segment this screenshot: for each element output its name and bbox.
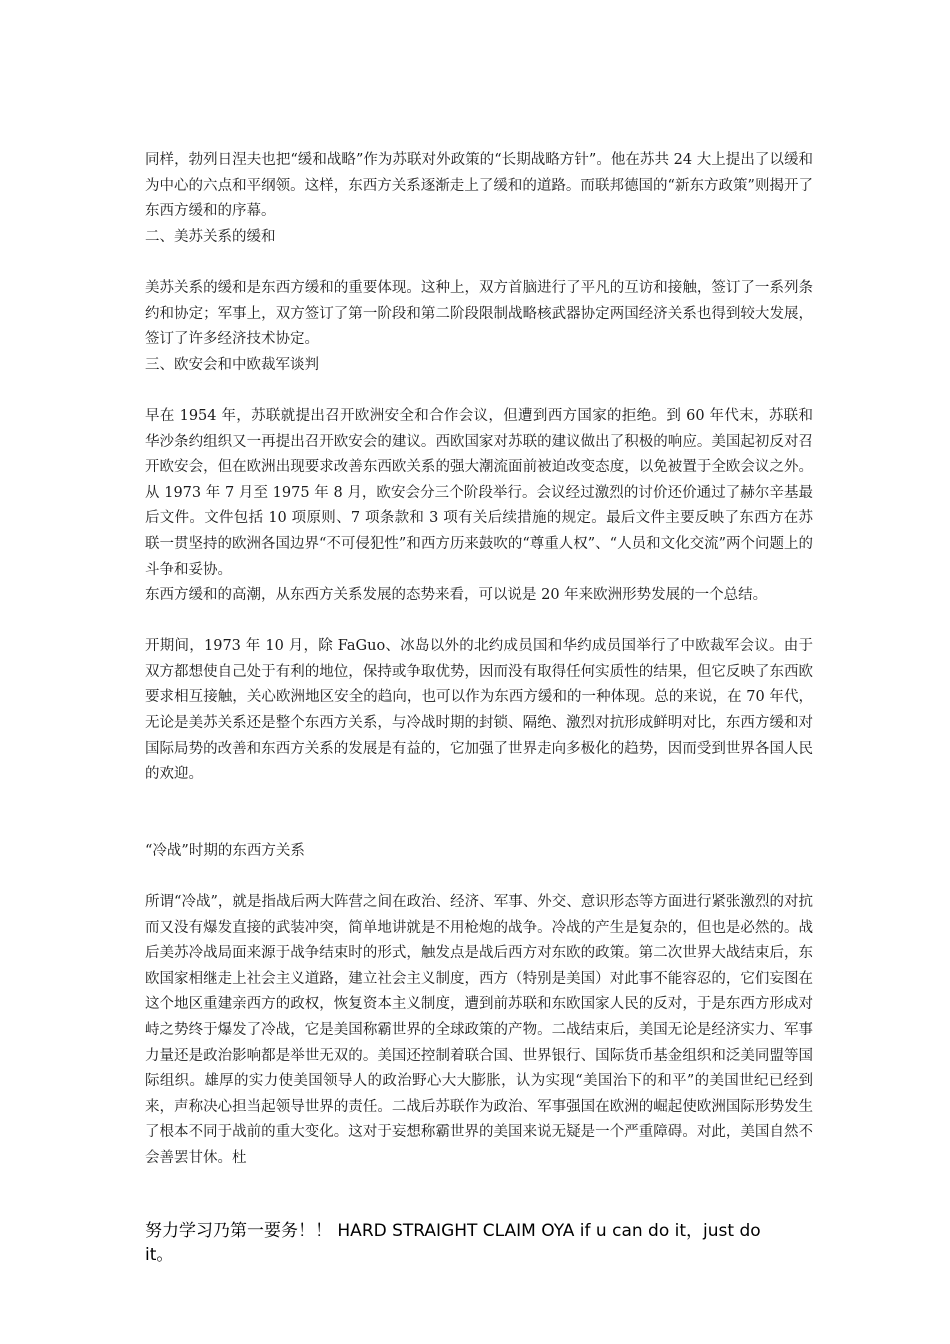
blank-line xyxy=(145,609,813,635)
blank-line xyxy=(145,788,813,839)
section-heading: 二、美苏关系的缓和 xyxy=(145,228,276,245)
blank-line xyxy=(145,378,813,404)
body-paragraph: 开期间，1973 年 10 月，除 FaGuo、冰岛以外的北约成员国和华约成员国举行了中欧裁军会议。由于双方都想使自己处于有利的地位，保持或争取优势，因而没有取得任何实质性的结果，但它反映了东西欧要求相互接触，关心欧洲地区安全的趋向，也可以作为东西方缓和的一种体现。总的来说，在 70 年代，无论是美苏关系还是整个东西方关系，与冷战时期的封锁、隔绝、激烈对抗形成鲜明对比，东西方缓和对国际局势的改善和东西方关系的发展是有益的，它加强了世界走向多极化的趋势，因而受到世界各国人民的欢迎。 xyxy=(145,638,813,783)
blank-line xyxy=(145,864,813,890)
body-paragraph: 美苏关系的缓和是东西方缓和的重要体现。这种上，双方首脑进行了平凡的互访和接触，签订了一系列条约和协定；军事上，双方签订了第一阶段和第二阶段限制战略核武器协定两国经济关系也得到较大发展，签订了许多经济技术协定。 xyxy=(145,279,813,348)
body-paragraph: 东西方缓和的高潮，从东西方关系发展的态势来看，可以说是 20 年来欧洲形势发展的一个总结。 xyxy=(145,587,768,604)
article-title: “冷战”时期的东西方关系 xyxy=(145,842,305,859)
blank-line xyxy=(145,250,813,276)
body-paragraph: 早在 1954 年，苏联就提出召开欧洲安全和合作会议，但遭到西方国家的拒绝。到 60 年代末，苏联和华沙条约组织又一再提出召开欧安会的建议。西欧国家对苏联的建议做出了积极的响应。美国起初反对召开欧安会，但在欧洲出现要求改善东西欧关系的强大潮流面前被迫改变态度，以免被置于全欧会议之外。从 1973 年 7 月至 1975 年 8 月，欧安会分三个阶段举行。会议经过激烈的讨价还价通过了赫尔辛基最后文件。文件包括 10 项原则、7 项条款和 3 项有关后续措施的规定。最后文件主要反映了东西方在苏联一贯坚持的欧洲各国边界“不可侵犯性”和西方历来鼓吹的“尊重人权”、“人员和文化交流”两个问题上的斗争和妥协。 xyxy=(145,407,813,578)
document-body xyxy=(145,148,813,1172)
section-heading: 三、欧安会和中欧裁军谈判 xyxy=(145,356,319,373)
page-footer: 努力学习乃第一要务！！ HARD STRAIGHT CLAIM OYA if u can do it，just do it。 xyxy=(145,1221,761,1265)
body-paragraph: 同样，勃列日涅夫也把“缓和战略”作为苏联对外政策的“长期战略方针”。他在苏共 24 大上提出了以缓和为中心的六点和平纲领。这样，东西方关系逐渐走上了缓和的道路。而联邦德国的“新东方政策”则揭开了东西方缓和的序幕。 xyxy=(145,152,813,220)
body-paragraph: 所谓“冷战”，就是指战后两大阵营之间在政治、经济、军事、外交、意识形态等方面进行紧张激烈的对抗而又没有爆发直接的武装冲突，简单地讲就是不用枪炮的战争。冷战的产生是复杂的，但也是必然的。战后美苏冷战局面来源于战争结束时的形式，触发点是战后西方对东欧的政策。第二次世界大战结束后，东欧国家相继走上社会主义道路，建立社会主义制度，西方（特别是美国）对此事不能容忍的，它们妄图在这个地区重建亲西方的政权，恢复资本主义制度，遭到前苏联和东欧国家人民的反对，于是东西方形成对峙之势终于爆发了冷战，它是美国称霸世界的全球政策的产物。二战结束后，美国无论是经济实力、军事力量还是政治影响都是举世无双的。美国还控制着联合国、世界银行、国际货币基金组织和泛美同盟等国际组织。雄厚的实力使美国领导人的政治野心大大膨胀，认为实现“美国治下的和平”的美国世纪已经到来，声称决心担当起领导世界的责任。二战后苏联作为政治、军事强国在欧洲的崛起使欧洲国际形势发生了根本不同于战前的重大变化。这对于妄想称霸世界的美国来说无疑是一个严重障碍。对此，美国自然不会善罢甘休。杜 xyxy=(145,894,813,1166)
